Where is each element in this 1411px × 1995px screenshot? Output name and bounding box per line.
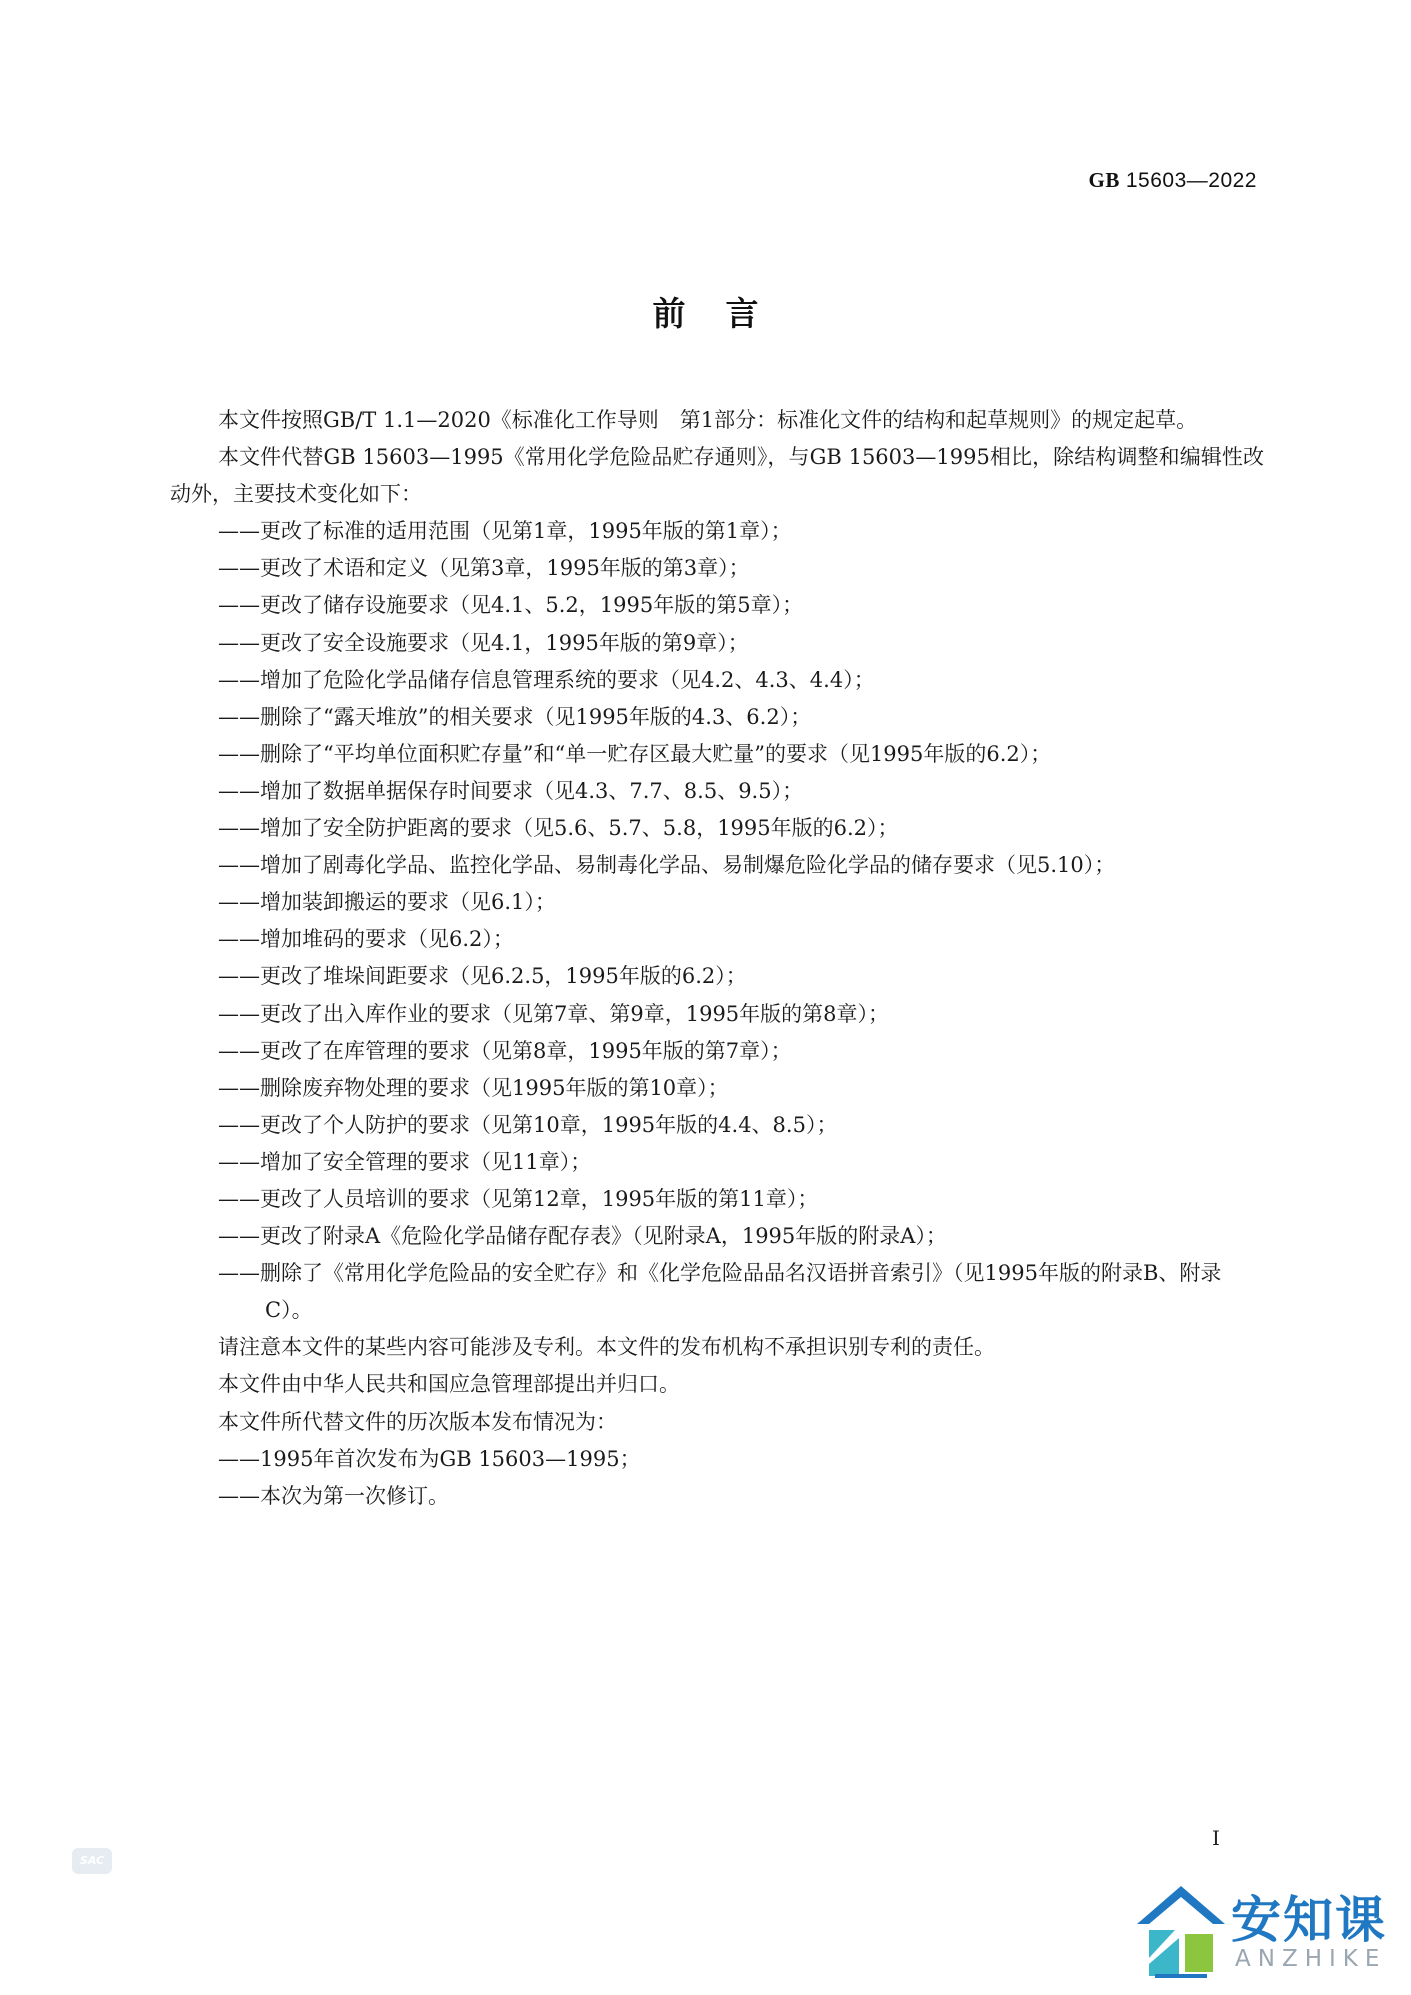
list-item: ——更改了储存设施要求（见4.1、5.2，1995年版的第5章）； bbox=[218, 593, 804, 618]
list-item: ——删除了“平均单位面积贮存量”和“单一贮存区最大贮量”的要求（见1995年版的6.2）； bbox=[218, 741, 1052, 766]
list-item: ——增加了安全防护距离的要求（见5.6、5.7、5.8，1995年版的6.2）； bbox=[218, 816, 899, 841]
document-body bbox=[170, 402, 1264, 1515]
list-item: ——本次为第一次修订。 bbox=[218, 1483, 449, 1508]
list-item: ——增加了安全管理的要求（见11章）； bbox=[218, 1149, 592, 1174]
list-item: ——更改了在库管理的要求（见第8章，1995年版的第7章）； bbox=[218, 1038, 792, 1063]
paragraph: 本文件按照GB/T 1.1—2020《标准化工作导则 第1部分：标准化文件的结构和起草规则》的规定起草。 bbox=[218, 408, 1198, 432]
brand-latin-name: ANZHIKE bbox=[1235, 1946, 1387, 1972]
list-item: ——增加堆码的要求（见6.2）； bbox=[218, 927, 514, 952]
list-item: ——更改了堆垛间距要求（见6.2.5，1995年版的6.2）； bbox=[218, 964, 747, 989]
list-item: ——增加装卸搬运的要求（见6.1）； bbox=[218, 890, 556, 915]
page-title: 前言 bbox=[652, 294, 799, 333]
list-item: ——删除了《常用化学危险品的安全贮存》和《化学危险品品名汉语拼音索引》（见1995年版的附录B、附录C）。 bbox=[218, 1261, 1222, 1323]
list-item: ——更改了人员培训的要求（见第12章，1995年版的第11章）； bbox=[218, 1186, 819, 1211]
list-item: ——删除了“露天堆放”的相关要求（见1995年版的4.3、6.2）； bbox=[218, 704, 812, 729]
list-item: ——更改了个人防护的要求（见第10章，1995年版的4.4、8.5）； bbox=[218, 1112, 838, 1137]
standard-code-prefix: GB bbox=[1088, 168, 1120, 192]
list-item: ——更改了安全设施要求（见4.1，1995年版的第9章）； bbox=[218, 630, 749, 655]
standard-code-number: 15603—2022 bbox=[1125, 169, 1257, 192]
list-item: ——删除废弃物处理的要求（见1995年版的第10章）； bbox=[218, 1075, 729, 1100]
paragraph: 本文件代替GB 15603—1995《常用化学危险品贮存通则》，与GB 15603—1995相比，除结构调整和编辑性改动外，主要技术变化如下： bbox=[170, 445, 1264, 507]
list-item: ——增加了数据单据保存时间要求（见4.3、7.7、8.5、9.5）； bbox=[218, 778, 804, 803]
sac-watermark: SAC bbox=[72, 1848, 112, 1874]
list-item: ——增加了危险化学品储存信息管理系统的要求（见4.2、4.3、4.4）； bbox=[218, 667, 875, 692]
paragraph: 请注意本文件的某些内容可能涉及专利。本文件的发布机构不承担识别专利的责任。 bbox=[218, 1335, 995, 1360]
brand-name: 安知课 bbox=[1231, 1891, 1387, 1949]
paragraph: 本文件由中华人民共和国应急管理部提出并归口。 bbox=[218, 1372, 680, 1397]
list-item: ——更改了术语和定义（见第3章，1995年版的第3章）； bbox=[218, 556, 750, 581]
standard-code bbox=[1089, 168, 1257, 193]
page-number: I bbox=[1212, 1826, 1220, 1850]
list-item: ——更改了出入库作业的要求（见第7章、第9章，1995年版的第8章）； bbox=[218, 1001, 890, 1026]
brand-logo bbox=[1135, 1880, 1405, 1980]
list-item: ——1995年首次发布为GB 15603—1995； bbox=[218, 1446, 641, 1471]
list-item: ——增加了剧毒化学品、监控化学品、易制毒化学品、易制爆危险化学品的储存要求（见5.10）； bbox=[218, 853, 1116, 878]
list-item: ——更改了标准的适用范围（见第1章，1995年版的第1章）； bbox=[218, 519, 792, 544]
list-item: ——更改了附录A《危险化学品储存配存表》（见附录A，1995年版的附录A）； bbox=[218, 1224, 947, 1249]
paragraph: 本文件所代替文件的历次版本发布情况为： bbox=[218, 1409, 617, 1434]
brand-house-icon bbox=[1135, 1884, 1227, 1980]
